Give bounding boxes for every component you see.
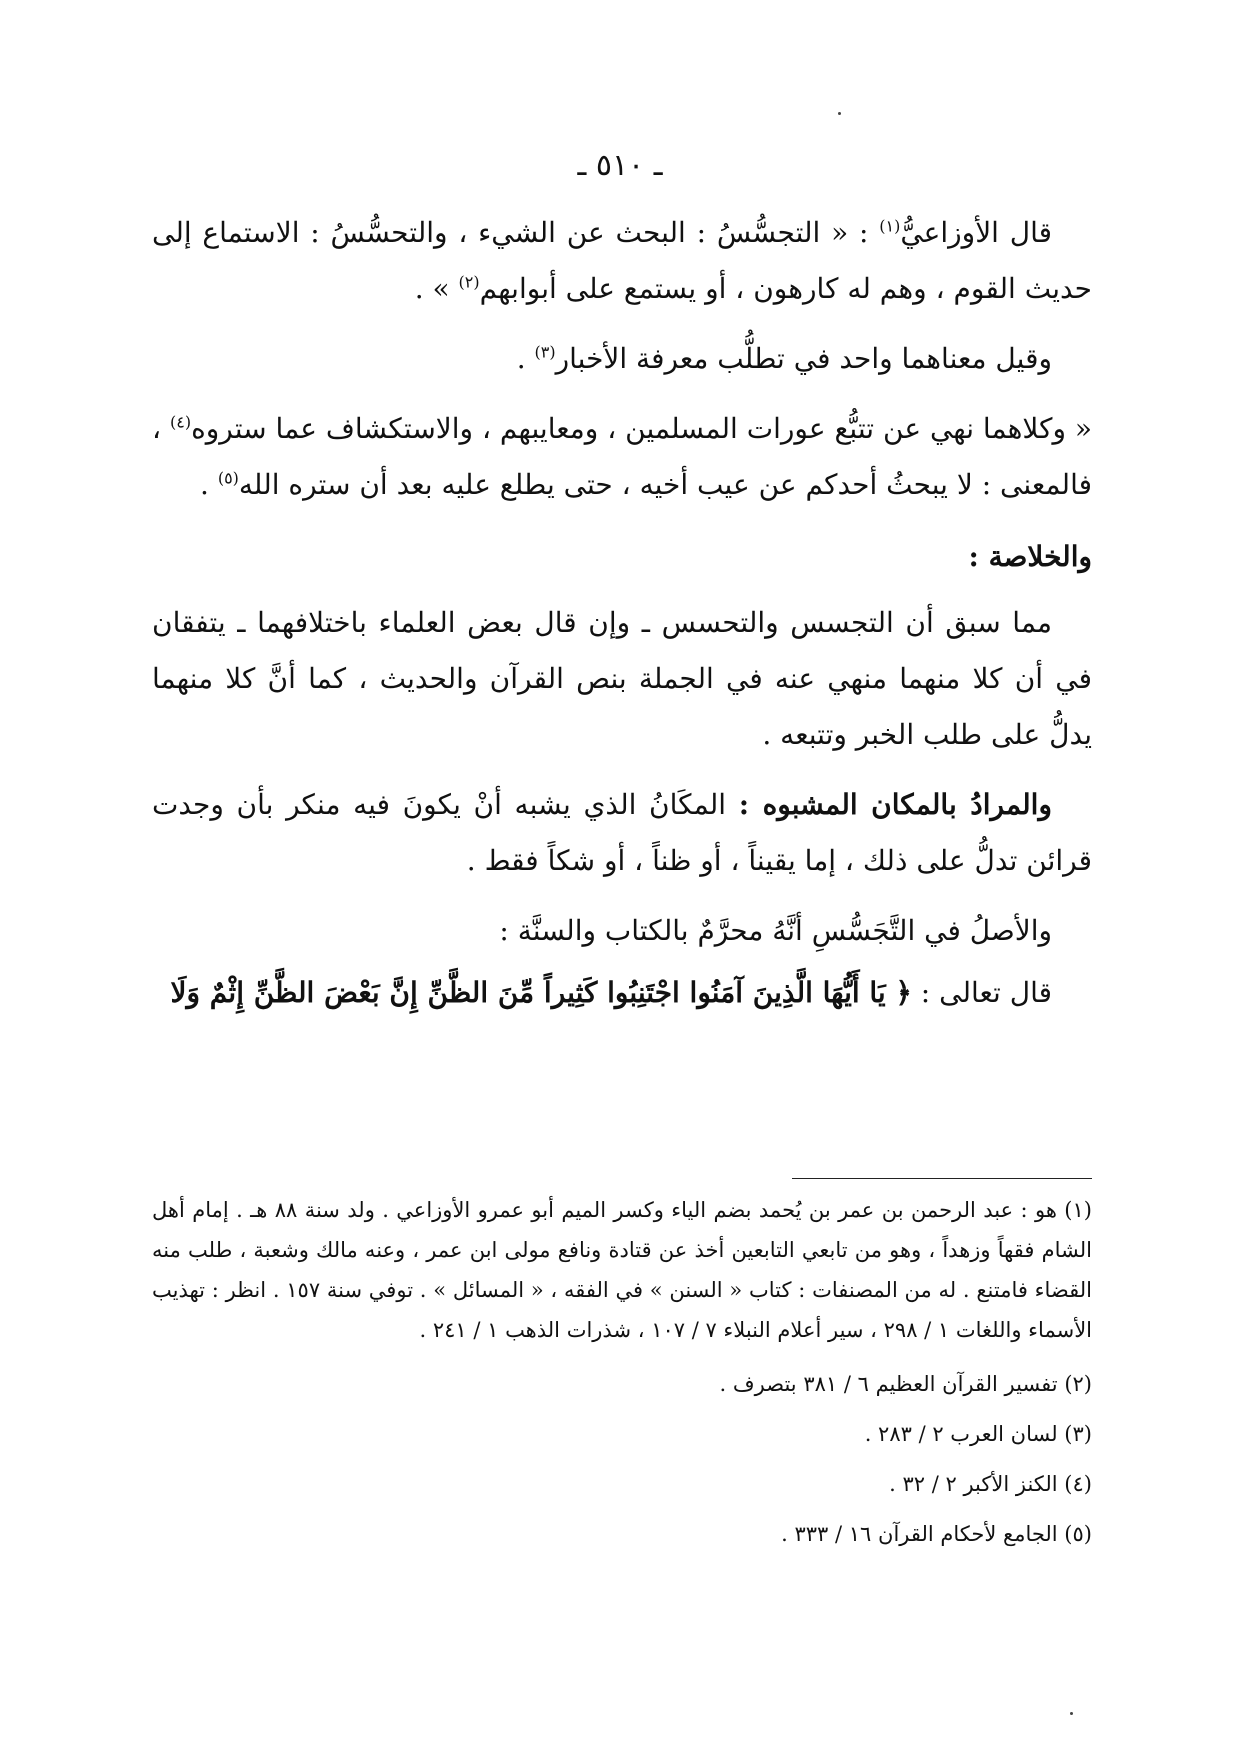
term-heading: والمرادُ بالمكان المشبوه :: [738, 788, 1052, 821]
page-number: ـ ٥١٠ ـ: [577, 148, 663, 183]
footnote-5: (٥) الجامع لأحكام القرآن ١٦ / ٣٣٣ .: [781, 1522, 1092, 1546]
footnote-ref-3[interactable]: (٣): [534, 342, 556, 362]
paragraph-quote: [152, 401, 1092, 513]
text-run: .: [200, 468, 218, 501]
section-heading: والخلاصة :: [968, 540, 1092, 573]
text-run: » .: [414, 272, 459, 305]
paragraph-quran-verse: [152, 965, 1092, 1021]
quran-verse: ﴿ يَا أَيُّهَا الَّذِينَ آمَنُوا اجْتَنِبُوا كَثِيراً مِّنَ الظَّنِّ إِنَّ بَعْضَ الظَّنِّ إِثْمٌ وَلَا: [170, 976, 912, 1009]
paragraph-suspicious-place: [152, 777, 1092, 889]
scan-speck: [1070, 1712, 1073, 1715]
text-run: .: [516, 342, 535, 375]
paragraph-alt-meaning: [152, 331, 1092, 387]
text-run: المكَانُ الذي يشبه أنْ يكونَ فيه منكر بأن وجدت قرائن تدلُّ على ذلك ، إما يقيناً ، أو ظناً ، أو شكاً فقط .: [152, 788, 1092, 877]
scan-speck: [838, 112, 841, 115]
footnote-1: (١) هو : عبد الرحمن بن عمر بن يُحمد بضم الياء وكسر الميم أبو عمرو الأوزاعي . ولد سنة ٨٨ هـ . إمام أهل الشام فقهاً وزهداً ، وهو من تابعي التابعين أخذ عن قتادة ونافع مولى ابن عمر ، وعنه مالك وشعبة ، طلب منه القضاء فامتنع . له من المصنفات : كتاب « السنن » في الفقه ، « المسائل » . توفي سنة ١٥٧ . انظر : تهذيب الأسماء واللغات ١ / ٢٩٨ ، سير أعلام النبلاء ٧ / ١٠٧ ، شذرات الذهب ١ / ٢٤١ .: [152, 1198, 1092, 1342]
footnote-4: (٤) الكنز الأكبر ٢ / ٣٢ .: [889, 1472, 1092, 1496]
paragraph-summary: مما سبق أن التجسس والتحسس ـ وإن قال بعض العلماء باختلافهما ـ يتفقان في أن كلا منهما منهي عنه في الجملة بنص القرآن والحديث ، كما أنَّ كلا منهما يدلُّ على طلب الخبر وتتبعه .: [152, 606, 1092, 751]
footnote-2: (٢) تفسير القرآن العظيم ٦ / ٣٨١ بتصرف .: [719, 1372, 1092, 1396]
footnotes: [152, 1190, 1092, 1564]
footnote-ref-4[interactable]: (٤): [169, 412, 192, 432]
footnote-ref-5[interactable]: (٥): [217, 468, 239, 488]
footnote-ref-1[interactable]: (١): [879, 216, 901, 236]
footnote-separator: [792, 1178, 1092, 1179]
main-text: [152, 205, 1092, 1035]
text-run: : « التجسُّسُ : البحث عن الشيء ، والتحسُّسُ : الاستماع إلى حديث القوم ، وهم له كارهون ، أو يستمع على أبوابهم: [152, 216, 1092, 305]
text-run: قال الأوزاعيُّ: [900, 216, 1052, 249]
text-run: قال تعالى :: [911, 976, 1052, 1009]
text-run: « وكلاهما نهي عن تتبُّع عورات المسلمين ، ومعايبهم ، والاستكشاف عما ستروه: [191, 412, 1093, 445]
paragraph-principle: والأصلُ في التَّجَسُّسِ أنَّهُ محرَّمٌ بالكتاب والسنَّة :: [499, 914, 1052, 947]
footnote-ref-2[interactable]: (٢): [458, 272, 480, 292]
paragraph-definition: [152, 205, 1092, 317]
text-run: ، فالمعنى : لا يبحثُ أحدكم عن عيب أخيه ، حتى يطلع عليه بعد أن ستره الله: [152, 412, 1092, 501]
text-run: وقيل معناهما واحد في تطلُّب معرفة الأخبار: [555, 342, 1052, 375]
footnote-3: (٣) لسان العرب ٢ / ٢٨٣ .: [864, 1422, 1092, 1446]
